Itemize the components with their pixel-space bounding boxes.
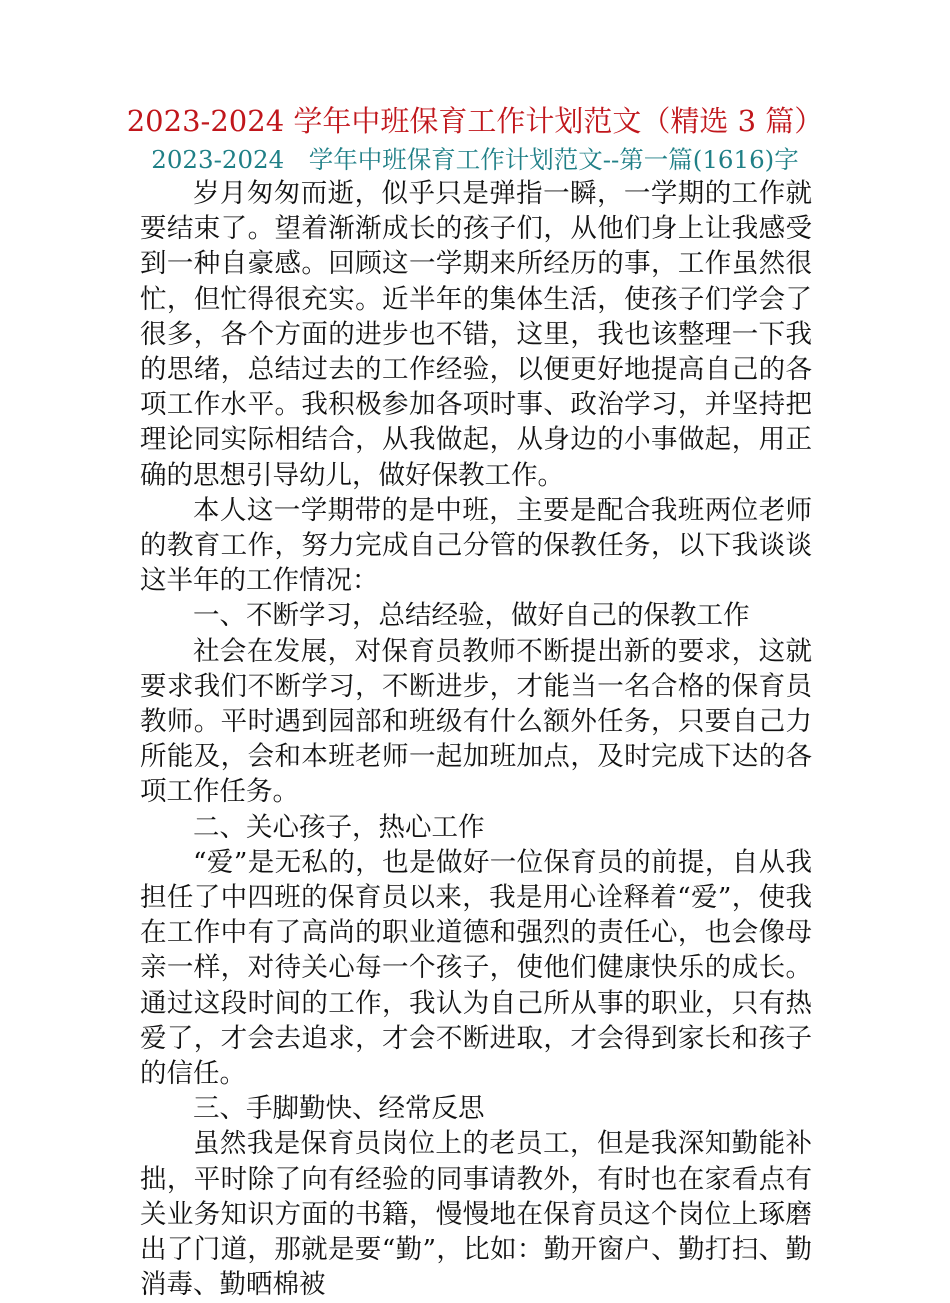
heading-part-two: 二、关心孩子，热心工作 [193,811,485,843]
paragraph-part-three: 虽然我是保育员岗位上的老员工，但是我深知勤能补拙，平时除了向有经验的同事请教外，有时也在家看点有关业务知识方面的书籍，慢慢地在保育员这个岗位上琢磨出了门道，那就是要“勤”，比如：勤开窗户、勤打扫、勤消毒、勤晒棉被 [140,1128,812,1301]
paragraph-intro: 岁月匆匆而逝，似乎只是弹指一瞬，一学期的工作就要结束了。望着渐渐成长的孩子们，从他们身上让我感受到一种自豪感。回顾这一学期来所经历的事，工作虽然很忙，但忙得很充实。近半年的集体生活，使孩子们学会了很多，各个方面的进步也不错，这里，我也该整理一下我的思绪，总结过去的工作经验，以便更好地提高自己的各项工作水平。我积极参加各项时事、政治学习，并坚持把理论同实际相结合，从我做起，从身边的小事做起，用正确的思想引导幼儿，做好保教工作。 [140,178,812,491]
paragraph-part-one: 社会在发展，对保育员教师不断提出新的要求，这就要求我们不断学习，不断进步，才能当一名合格的保育员教师。平时遇到园部和班级有什么额外任务，只要自己力所能及，会和本班老师一起加班加点，及时完成下达的各项工作任务。 [140,635,812,808]
paragraph-overview: 本人这一学期带的是中班，主要是配合我班两位老师的教育工作，努力完成自己分管的保教任务，以下我谈谈这半年的工作情况： [140,494,812,597]
document-title: 2023-2024 学年中班保育工作计划范文（精选 3 篇） [126,104,824,138]
document-body [140,176,812,1303]
heading-part-three: 三、手脚勤快、经常反思 [193,1093,485,1125]
heading-part-one: 一、不断学习，总结经验，做好自己的保教工作 [193,600,750,632]
section-heading: 2023-2024 学年中班保育工作计划范文--第一篇(1616)字 [151,145,799,174]
paragraph-part-two: “爱”是无私的，也是做好一位保育员的前提，自从我担任了中四班的保育员以来，我是用心诠释着“爱”，使我在工作中有了高尚的职业道德和强烈的责任心，也会像母亲一样，对待关心每一个孩子，使他们健康快乐的成长。通过这段时间的工作，我认为自己所从事的职业，只有热爱了，才会去追求，才会不断进取，才会得到家长和孩子的信任。 [140,846,812,1090]
